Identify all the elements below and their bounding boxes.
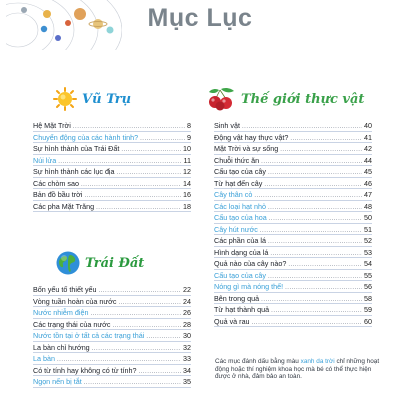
toc-entry[interactable]: Từ hạt đến cây ..... 46 [214,178,372,190]
earth-icon [55,250,81,276]
toc-entry[interactable]: Nóng gì mà nóng thế! ..... 56 [214,281,372,293]
toc-entry[interactable]: Nước nhiễm điện ..... 26 [33,307,191,319]
toc-entry[interactable]: Các pha Mặt Trăng ..... 18 [33,201,191,213]
toc-entry[interactable]: Cây hút nước ..... 51 [214,224,372,236]
toc-entry[interactable]: Cây thân cỏ ..... 47 [214,189,372,201]
toc-entry[interactable]: Sự hình thành của Trái Đất ..... 10 [33,143,191,155]
section-title: Thế giới thực vật [241,91,365,107]
toc-entry[interactable]: Các phần của lá ..... 52 [214,235,372,247]
toc-entry[interactable]: Cấu tạo của cây ..... 55 [214,270,372,282]
toc-entry[interactable]: Bản đồ bầu trời ..... 16 [33,189,191,201]
toc-entry[interactable]: Các trạng thái của nước ..... 28 [33,319,191,331]
toc-entry[interactable]: Cấu tạo của hoa ..... 50 [214,212,372,224]
sun-icon [52,87,78,111]
toc-entry[interactable]: Hình dạng của lá ..... 53 [214,247,372,259]
page-title: Mục Lục [147,4,253,32]
toc-entry[interactable]: Các chòm sao ..... 14 [33,178,191,190]
toc-entry[interactable]: Cấu tạo của cây ..... 45 [214,166,372,178]
toc-entry[interactable]: Các loại hạt nhỏ ..... 48 [214,201,372,213]
toc-entry[interactable]: La bàn ..... 33 [33,353,191,365]
toc-entry[interactable]: Vòng tuần hoàn của nước ..... 24 [33,296,191,308]
toc-entry[interactable]: Động vật hay thực vật? ..... 41 [214,132,372,144]
legend-note: Các mục đánh dấu bằng màu xanh da trời chỉ những hoạt động hoặc thí nghiệm khoa học mà bé có thể thực hiện được ở nhà, đảm bảo an toàn. [215,358,380,381]
toc-entry[interactable]: Có từ tính hay không có từ tính? ..... 34 [33,365,191,377]
toc-entry[interactable]: Từ hạt thành quả ..... 59 [214,304,372,316]
toc-entry[interactable]: Hệ Mặt Trời ..... 8 [33,120,191,132]
highlight-sample: xanh da trời [300,358,335,365]
section-header-plants [207,87,364,111]
toc-list-universe [33,120,191,212]
toc-entry[interactable]: Nước tồn tại ở tất cả các trạng thái ..... 30 [33,330,191,342]
toc-entry[interactable]: Mặt Trời và sự sống ..... 42 [214,143,372,155]
toc-entry[interactable]: Chuỗi thức ăn ..... 44 [214,155,372,167]
toc-entry[interactable]: Bên trong quả ..... 58 [214,293,372,305]
toc-entry[interactable]: Núi lửa ..... 11 [33,155,191,167]
toc-entry[interactable]: Quả nào của cây nào? ..... 54 [214,258,372,270]
section-title: Vũ Trụ [82,91,132,107]
toc-entry[interactable]: Ngọn nến bị tắt ..... 35 [33,376,191,388]
toc-entry[interactable]: La bàn chỉ hướng ..... 32 [33,342,191,354]
toc-entry[interactable]: Chuyển động của các hành tinh? ..... 9 [33,132,191,144]
section-header-earth [55,250,144,276]
toc-entry[interactable]: Bốn yếu tố thiết yếu ..... 22 [33,284,191,296]
section-header-universe [52,87,131,111]
toc-entry[interactable]: Sinh vật ..... 40 [214,120,372,132]
section-title: Trái Đất [85,255,145,271]
berries-icon [207,87,237,111]
toc-entry[interactable]: Quả và rau ..... 60 [214,316,372,328]
toc-list-plants [214,120,372,327]
toc-entry[interactable]: Sự hình thành các lục địa ..... 12 [33,166,191,178]
toc-list-earth [33,284,191,388]
